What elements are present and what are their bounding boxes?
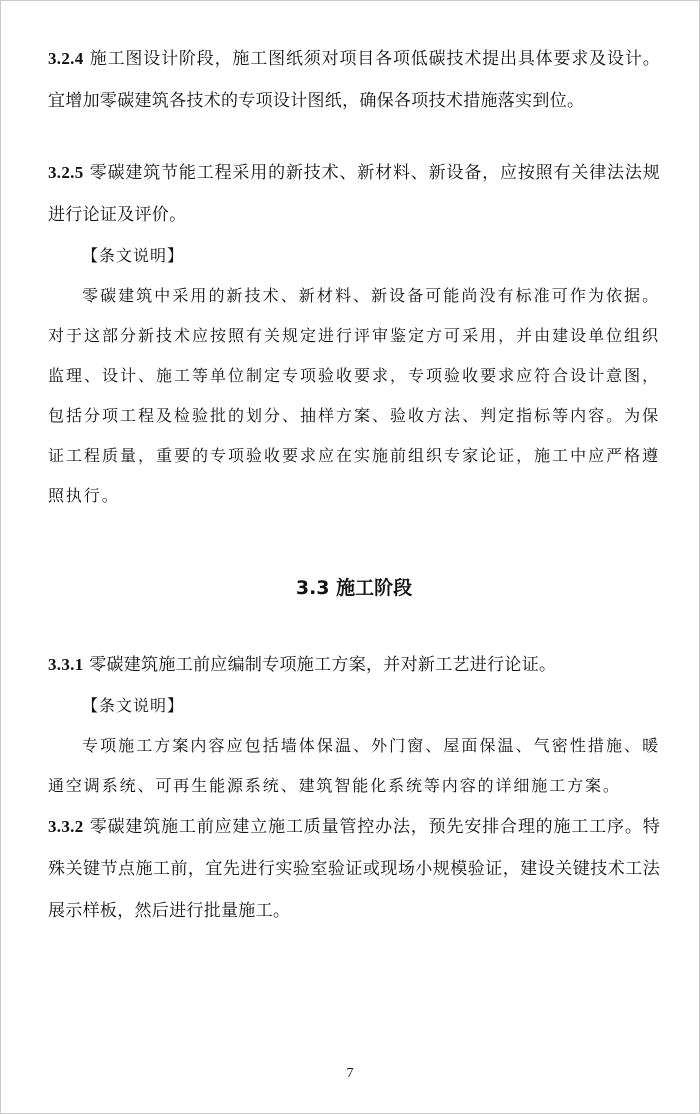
explanation-label: 【条文说明】 [82, 696, 185, 715]
explanation-text: 零碳建筑中采用的新技术、新材料、新设备可能尚没有标准可作为依据。对于这部分新技术应按照有关规定进行评审鉴定方可采用，并由建设单位组织监理、设计、施工等单位制定专项验收要求，专项验收要求应符合设计意图，包括分项工程及检验批的划分、抽样方案、验收方法、判定指标等内容。为保证工程质量，重要的专项验收要求应在实施前组织专家论证，施工中应严格遵照执行。 [48, 286, 660, 505]
clause-3-2-4 [48, 38, 660, 122]
clause-3-3-1 [48, 644, 660, 686]
section-title: 3.3 施工阶段 [295, 577, 413, 599]
clause-number: 3.2.5 [48, 163, 84, 182]
clause-text: 零碳建筑施工前应编制专项施工方案，并对新工艺进行论证。 [83, 655, 557, 675]
clause-text: 零碳建筑节能工程采用的新技术、新材料、新设备，应按照有关律法法规进行论证及评价。 [48, 163, 660, 225]
document-body [48, 38, 660, 932]
clause-number: 3.2.4 [48, 49, 84, 68]
explanation-text: 专项施工方案内容应包括墙体保温、外门窗、屋面保温、气密性措施、暖通空调系统、可再生能源系统、建筑智能化系统等内容的详细施工方案。 [48, 736, 660, 795]
clause-number: 3.3.1 [48, 655, 84, 674]
explanation-label: 【条文说明】 [82, 246, 185, 265]
clause-text: 施工图设计阶段，施工图纸须对项目各项低碳技术提出具体要求及设计。宜增加零碳建筑各技术的专项设计图纸，确保各项技术措施落实到位。 [48, 49, 660, 111]
clause-3-3-2 [48, 806, 660, 932]
clause-3-2-5 [48, 152, 660, 236]
clause-number: 3.3.2 [48, 817, 84, 836]
clause-text: 零碳建筑施工前应建立施工质量管控办法，预先安排合理的施工工序。特殊关键节点施工前，宜先进行实验室验证或现场小规模验证，建设关键技术工法展示样板，然后进行批量施工。 [48, 817, 660, 921]
page-number: 7 [346, 1066, 354, 1081]
